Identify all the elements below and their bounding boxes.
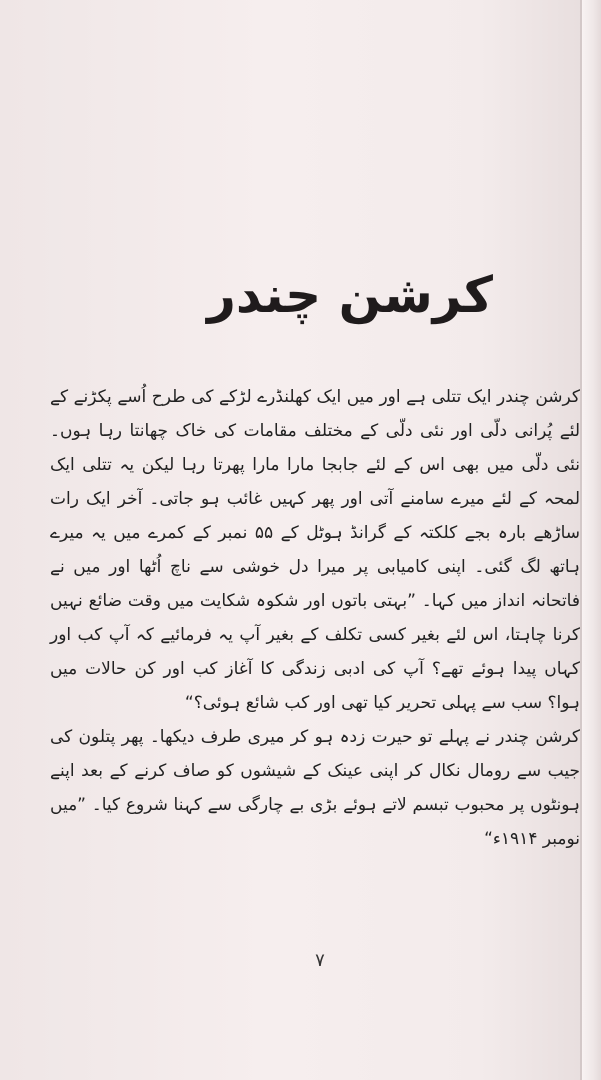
paragraph-1: کرشن چندر ایک تتلی ہے اور میں ایک کھلنڈرے لڑکے کی طرح اُسے پکڑنے کے لئے پُرانی دلّی اور نئی دلّی کے مختلف مقامات کی خاک چھانتا رہا ہوں۔ نئی دلّی میں بھی اس کے لئے جابجا مارا مارا پھرتا رہا لیکن یہ تتلی ایک لمحہ کے لئے میرے سامنے آتی اور پھر کہیں غائب ہو جاتی۔ آخر ایک رات ساڑھے بارہ بجے کلکتہ کے گرانڈ ہوٹل کے ۵۵ نمبر کے کمرے میں یہ میرے ہاتھ لگ گئی۔ اپنی کامیابی پر میرا دل خوشی سے ناچ اُٹھا اور میں نے فاتحانہ انداز میں کہا۔ ”بہتی باتوں اور شکوہ شکایت میں وقت ضائع نہیں کرنا چاہتا، اس لئے بغیر کسی تکلف کے بغیر آپ یہ فرمائیے کہ آپ کب اور کہاں پیدا ہوئے تھے؟ آپ کی ادبی زندگی کا آغاز کب اور کن حالات میں ہوا؟ سب سے پہلی تحریر کیا تھی اور کب شائع ہوئی؟“ [50, 387, 580, 713]
article-body [50, 380, 580, 910]
page-number: ۷ [315, 950, 325, 971]
page-title: کرشن چندر [207, 266, 493, 324]
paragraph-2: کرشن چندر نے پہلے تو حیرت زدہ ہو کر میری طرف دیکھا۔ پھر پتلون کی جیب سے رومال نکال کر اپنی عینک کے شیشوں کو صاف کرنے کے بعد اپنے ہونٹوں پر محبوب تبسم لاتے ہوئے بڑی بے چارگی سے کہنا شروع کیا۔ ”میں نومبر ۱۹۱۴ء“ [50, 727, 580, 849]
page-edge-strip [582, 0, 601, 1080]
